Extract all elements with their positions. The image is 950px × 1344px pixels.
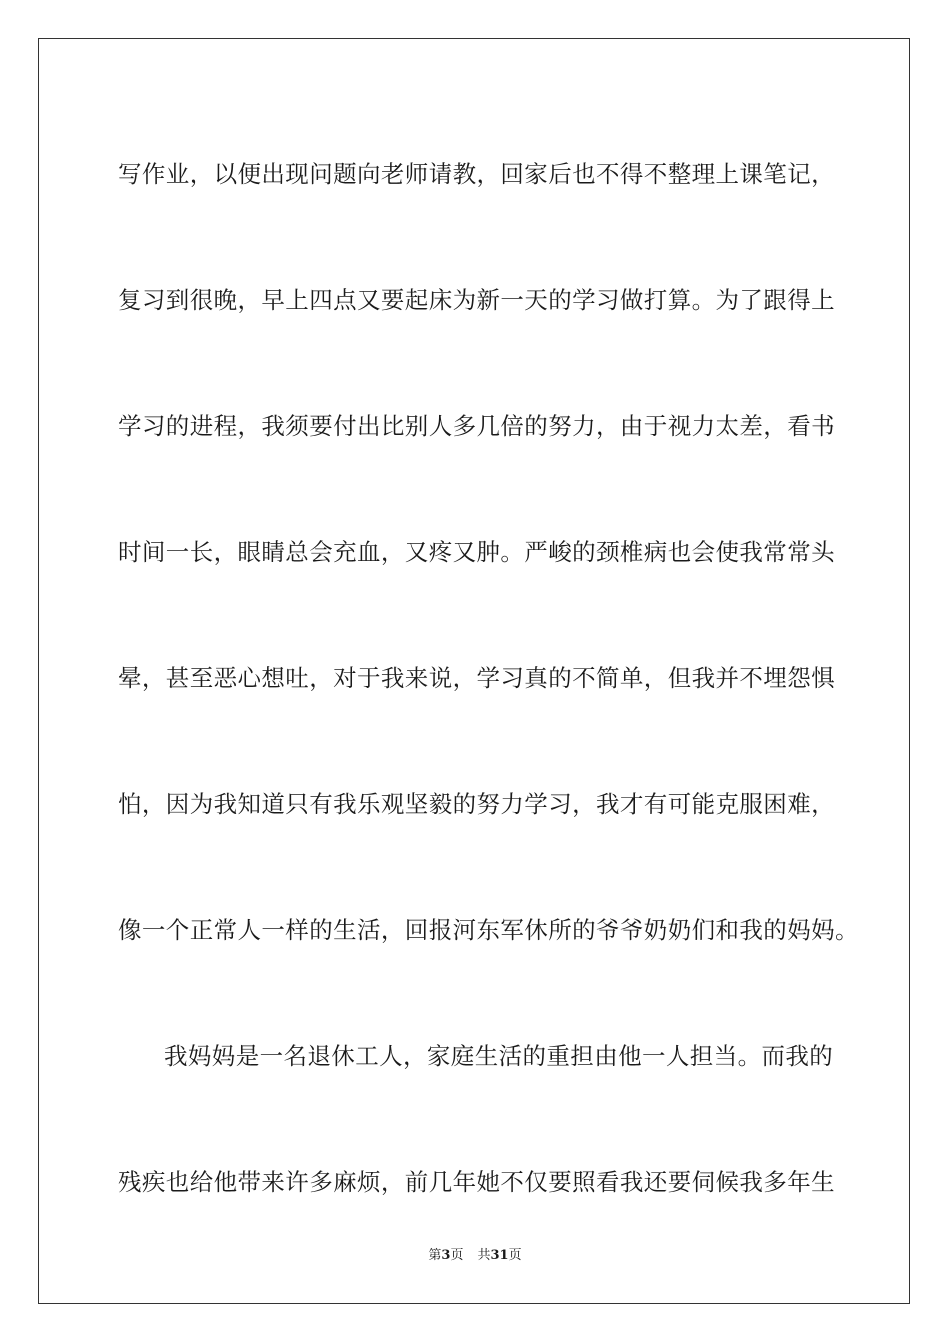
- paragraph-start-line: 我妈妈是一名退休工人，家庭生活的重担由他一人担当。而我的: [164, 1041, 834, 1070]
- page-footer: [0, 1248, 950, 1264]
- page-number: 3: [441, 1248, 451, 1263]
- total-pages: 31: [490, 1248, 509, 1263]
- body-line-2: 复习到很晚，早上四点又要起床为新一天的学习做打算。为了跟得上: [118, 285, 835, 314]
- page-suffix: 页: [450, 1248, 464, 1263]
- body-line-4: 时间一长，眼睛总会充血，又疼又肿。严峻的颈椎病也会使我常常头: [118, 537, 835, 566]
- total-prefix: 共: [477, 1248, 491, 1263]
- total-suffix: 页: [508, 1248, 522, 1263]
- body-line-7: 像一个正常人一样的生活，回报河东军休所的爷爷奶奶们和我的妈妈。: [118, 915, 859, 944]
- page-prefix: 第: [428, 1248, 442, 1263]
- body-line-3: 学习的进程，我须要付出比别人多几倍的努力，由于视力太差，看书: [118, 411, 835, 440]
- body-line-1: 写作业，以便出现问题向老师请教，回家后也不得不整理上课笔记，: [118, 159, 835, 188]
- body-line-9: 残疾也给他带来许多麻烦，前几年她不仅要照看我还要伺候我多年生: [118, 1167, 835, 1196]
- body-line-6: 怕，因为我知道只有我乐观坚毅的努力学习，我才有可能克服困难，: [118, 789, 835, 818]
- body-line-5: 晕，甚至恶心想吐，对于我来说，学习真的不简单，但我并不埋怨惧: [118, 663, 835, 692]
